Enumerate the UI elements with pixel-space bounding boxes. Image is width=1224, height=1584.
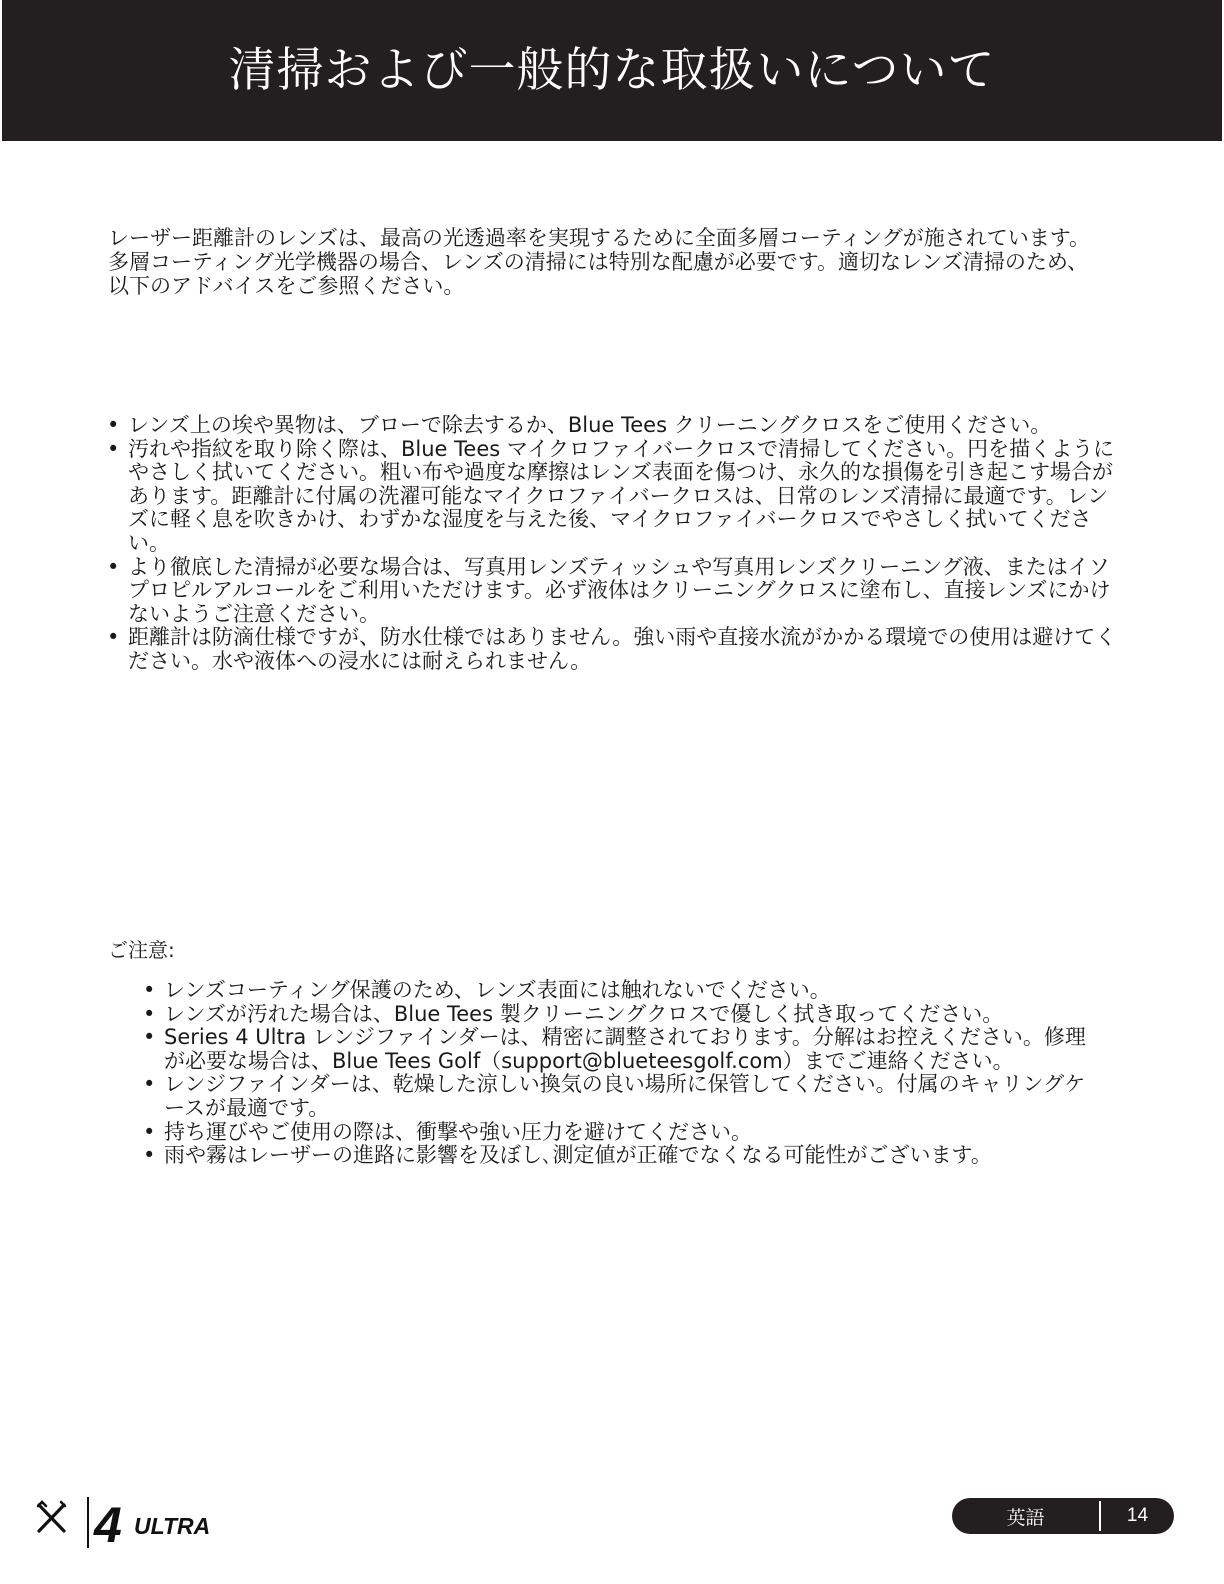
list-item: • 汚れや指紋を取り除く際は、Blue Tees マイクロファイバークロスで清掃してください。円を描くようにやさしく拭いてください。粗い布や過度な摩擦はレンズ表面を傷つけ、永久的な損傷を引き起こす場合があります。距離計に付属の洗濯可能なマイクロファイバークロスは、日常のレンズ清掃に最適です。レンズに軽く息を吹きかけ、わずかな湿度を与えた後、マイクロファイバークロスでやさしく拭いてください。 bbox=[107, 438, 1117, 556]
header-bar bbox=[2, 0, 1222, 141]
page-title: 清掃および一般的な取扱いについて bbox=[228, 43, 996, 98]
list-item: • レンズ上の埃や異物は、ブローで除去するか、Blue Tees クリーニングクロスをご使用ください。 bbox=[107, 414, 1117, 438]
intro-paragraph: レーザー距離計のレンズは、最高の光透過率を実現するために全面多層コーティングが施されています。多層コーティング光学機器の場合、レンズの清掃には特別な配慮が必要です。適切なレンズ清掃のため、以下のアドバイスをご参照ください。 bbox=[108, 226, 1091, 298]
page-indicator bbox=[952, 1498, 1174, 1534]
logo-text: ULTRA bbox=[134, 1513, 211, 1539]
care-list bbox=[107, 414, 1117, 674]
list-item: • Series 4 Ultra レンジファインダーは、精密に調整されております。分解はお控えください。修理が必要な場合は、Blue Tees Golf（support@blueteesgolf.com）までご連絡ください。 bbox=[143, 1026, 1093, 1073]
note-list bbox=[143, 979, 1093, 1168]
list-item: • 距離計は防滴仕様ですが、防水仕様ではありません。強い雨や直接水流がかかる環境での使用は避けてください。水や液体への浸水には耐えられません。 bbox=[107, 626, 1117, 673]
list-item: • 雨や霧はレーザーの進路に影響を及ぼし､測定値が正確でなくなる可能性がございます。 bbox=[143, 1144, 1093, 1168]
list-item: • レンズが汚れた場合は、Blue Tees 製クリーニングクロスで優しく拭き取ってください。 bbox=[143, 1003, 1093, 1027]
brand-logo bbox=[36, 1494, 236, 1550]
list-item: • レンジファインダーは、乾燥した涼しい換気の良い場所に保管してください。付属のキャリングケースが最適です。 bbox=[143, 1073, 1093, 1120]
list-item: • より徹底した清掃が必要な場合は、写真用レンズティッシュや写真用レンズクリーニング液、またはイソプロピルアルコールをご利用いただけます。必ず液体はクリーニングクロスに塗布し、直接レンズにかけないようご注意ください。 bbox=[107, 556, 1117, 627]
list-item: • 持ち運びやご使用の際は、衝撃や強い圧力を避けてください。 bbox=[143, 1121, 1093, 1145]
crossed-clubs-icon bbox=[38, 1502, 65, 1531]
note-label: ご注意: bbox=[108, 938, 175, 962]
list-item: • レンズコーティング保護のため、レンズ表面には触れないでください。 bbox=[143, 979, 1093, 1003]
logo-number: 4 bbox=[94, 1497, 122, 1550]
page-number: 14 bbox=[1126, 1505, 1149, 1526]
language-label: 英語 bbox=[1006, 1506, 1045, 1529]
